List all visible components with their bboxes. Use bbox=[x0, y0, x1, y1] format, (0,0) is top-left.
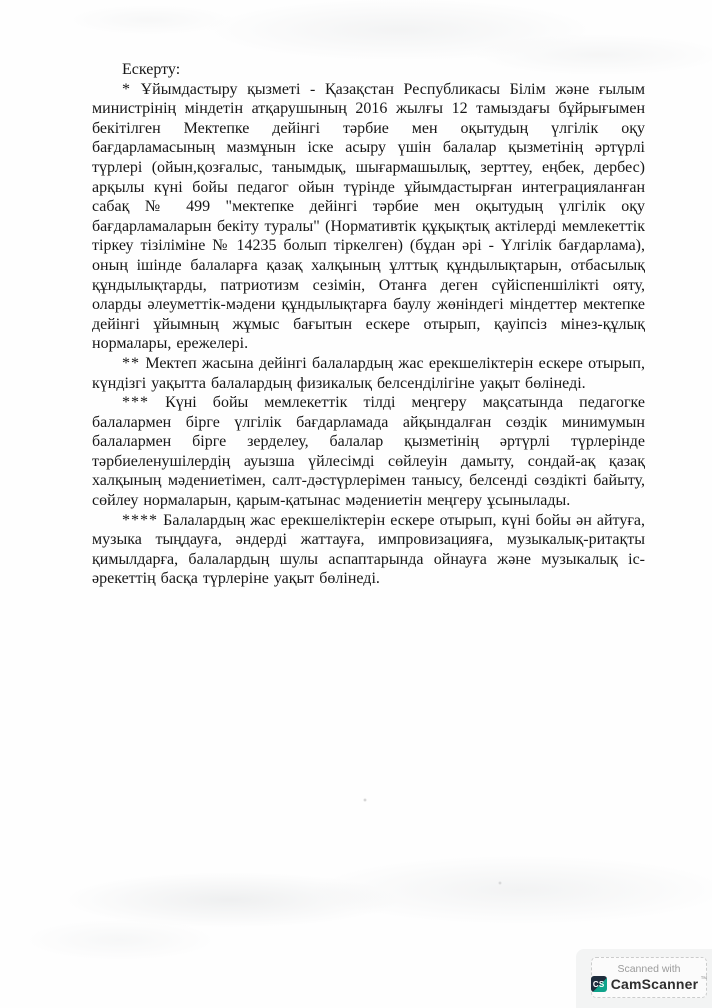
document-text bbox=[92, 60, 645, 589]
camscanner-brand bbox=[591, 976, 708, 992]
paragraph-organization bbox=[92, 80, 645, 354]
paragraph-physical-activity-text: Мектеп жасына дейінгі балалардың жас ерекшеліктерін ескере отырып, күндізгі уақытта балалардың физикалық белсенділігіне уақыт бөлінеді. bbox=[92, 354, 645, 392]
footnote-marker-2: ** bbox=[122, 354, 140, 372]
paragraph-state-language bbox=[92, 393, 645, 511]
footnote-marker-3: *** bbox=[122, 394, 149, 412]
camscanner-name: CamScanner bbox=[610, 976, 699, 992]
note-heading: Ескерту: bbox=[122, 61, 181, 78]
paragraph-music-text: Балалардың жас ерекшеліктерін ескере отырып, күні бойы ән айтуға, музыка тыңдауға, әндерді жаттауға, импровизацияға, музыкалық-ритақты қимылдарға, балалардың шулы аспаптарында ойнауға және музыкалық іс-әрекеттің басқа түрлеріне уақыт бөлінеді. bbox=[92, 511, 646, 588]
paragraph-organization-text: Ұйымдастыру қызметі - Қазақстан Республикасы Білім және ғылым министрінің міндетін атқарушының 2016 жылғы 12 тамыздағы бұйрығымен бекітілген Мектепке дейінгі тәрбие мен оқытудың үлгілік оқу бағдарламасының мазмұнын іске асыру үшін балалар қызметінің әртүрлі түрлері (ойын,қозғалыс, танымдық, шығармашылық, зерттеу, еңбек, дербес) арқылы күні бойы педагог ойын түрінде ұйымдастырған интеграцияланған сабақ № 499 "мектепке дейінгі тәрбие мен оқытудың үлгілік оқу бағдарламаларын бекіту туралы" (Нормативтік құқықтық актілерді мемлекеттік тіркеу тізіліміне № 14235 болып тіркелген) (бұдан әрі - Үлгілік бағдарлама), оның ішінде балаларға қазақ халқының ұлттық құндылықтарын, отбасылық құндылықтарды, патриотизм сезімін, Отанға деген сүйіспеншілікті ояту, оларды әлеуметтік-мәдени құндылықтарға баулу жөніндегі міндеттер мектепке дейінгі ұйымның жұмыс бағытын ескере отырып, қауіпсіз мінез-құлық нормалары, ережелері. bbox=[92, 80, 645, 353]
footnote-marker-4: **** bbox=[122, 511, 158, 529]
footnote-marker-1: * bbox=[122, 80, 131, 98]
paragraph-physical-activity bbox=[92, 354, 645, 393]
scanned-with-label: Scanned with bbox=[617, 963, 681, 975]
trademark-symbol: ™ bbox=[700, 976, 708, 983]
paragraph-music bbox=[92, 511, 645, 589]
paragraph-state-language-text: Күні бойы мемлекеттік тілді меңгеру мақсатында педагогке балалармен бірге үлгілік бағдарламада айқындалған сөздік минимумын балалармен бірге зерделеу, балалар қызметінің әртүрлі түрлерінде тәрбиеленушілердің ауызша үйлесімді сөйлеуін дамыту, сондай-ақ қазақ халқының мәдениетімен, салт-дәстүрлерімен танысу, белсенді сөздікті байыту, сөйлеу нормаларын, қарым-қатынас мәдениетін меңгеру ұсынылады. bbox=[92, 394, 646, 510]
camscanner-badge bbox=[591, 957, 707, 998]
camscanner-logo-icon: CS bbox=[591, 976, 607, 992]
